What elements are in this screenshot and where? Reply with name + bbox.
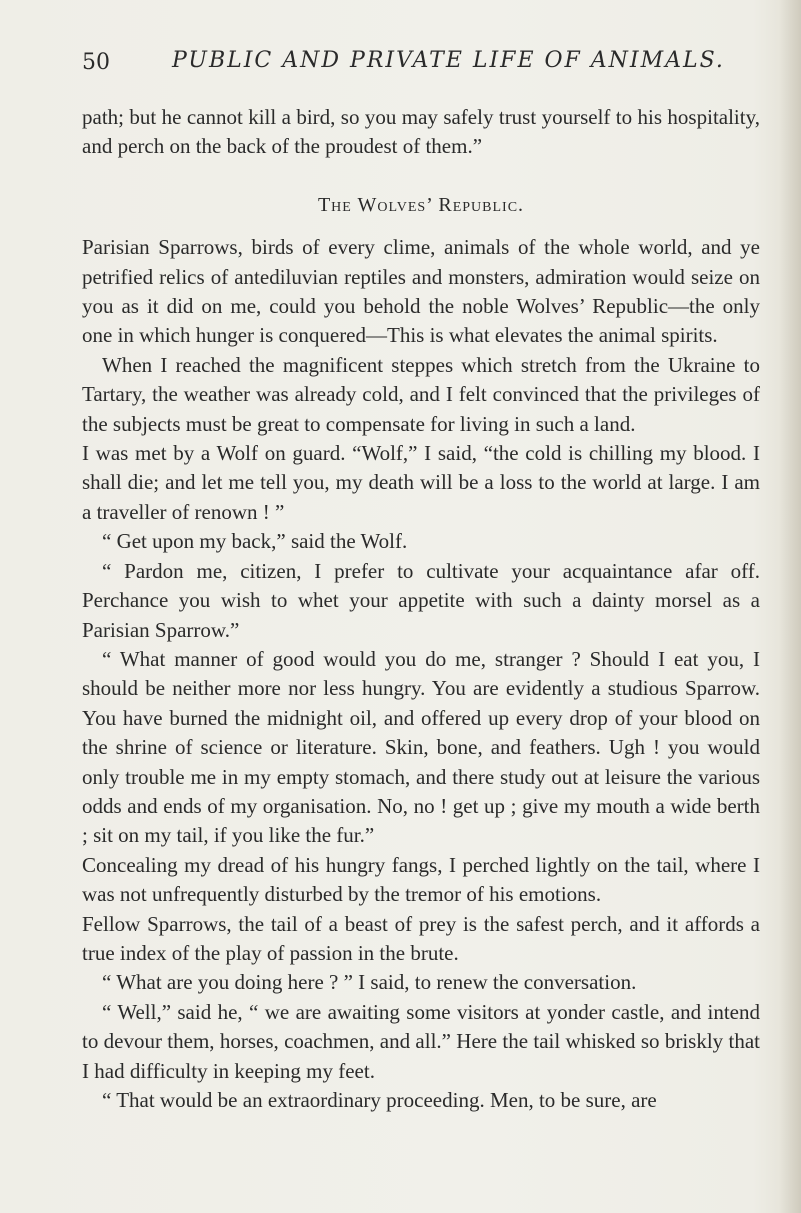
paragraph: Parisian Sparrows, birds of every clime, animals of the whole world, and ye petrified relics of antediluvian reptiles and monsters, admiration would seize on you as it did on me, could you behold the noble Wolves’ Republic—the only one in which hunger is conquered—This is what elevates the animal spirits. bbox=[82, 235, 760, 348]
body-text bbox=[82, 103, 760, 1115]
paragraph: “ That would be an extraordinary proceeding. Men, to be sure, are bbox=[102, 1088, 657, 1112]
paragraph: Fellow Sparrows, the tail of a beast of prey is the safest perch, and it affords a true index of the play of passion in the brute. bbox=[82, 911, 760, 965]
page-header bbox=[82, 46, 762, 80]
page-number: 50 bbox=[82, 50, 110, 75]
section-title: The Wolves’ Republic. bbox=[317, 193, 525, 216]
paragraph: “ What are you doing here ? ” I said, to renew the conversation. bbox=[102, 970, 637, 995]
paragraph: I was met by a Wolf on guard. “Wolf,” I said, “the cold is chilling my blood. I shall die; and let me tell you, my death will be a loss to the world at large. I am a traveller of renown ! ” bbox=[82, 441, 760, 524]
paragraph: When I reached the magnificent steppes which stretch from the Ukraine to Tartary, the weather was already cold, and I felt convinced that the privileges of the subjects must be great to compensate for living in such a land. bbox=[82, 352, 760, 436]
paragraph: “ What manner of good would you do me, stranger ? Should I eat you, I should be neither more nor less hungry. You are evidently a studious Sparrow. You have burned the midnight oil, and offered up every drop of your blood on the shrine of science or literature. Skin, bone, and feathers. Ugh ! you would only trouble me in my empty stomach, and there study out at leisure the various odds and ends of my organisation. No, no ! get up ; give my mouth a wide berth ; sit on my tail, if you like the fur.” bbox=[82, 646, 760, 848]
paragraph: “ Well,” said he, “ we are awaiting some visitors at yonder castle, and intend to devour them, horses, coachmen, and all.” Here the tail whisked so briskly that I had difficulty in keeping my feet. bbox=[82, 999, 760, 1083]
paragraph: Concealing my dread of his hungry fangs, I perched lightly on the tail, where I was not unfrequently disturbed by the tremor of his emotions. bbox=[82, 852, 760, 907]
paragraph: “ Get upon my back,” said the Wolf. bbox=[102, 529, 408, 554]
page-edge-shadow bbox=[779, 0, 801, 1213]
running-head: PUBLIC AND PRIVATE LIFE OF ANIMALS. bbox=[172, 48, 725, 73]
paragraph: “ Pardon me, citizen, I prefer to cultivate your acquaintance afar off. Perchance you wish to whet your appetite with such a dainty morsel as a Parisian Sparrow.” bbox=[82, 558, 760, 642]
paragraph: path; but he cannot kill a bird, so you may safely trust yourself to his hospitality, and perch on the back of the proudest of them.” bbox=[82, 105, 760, 159]
